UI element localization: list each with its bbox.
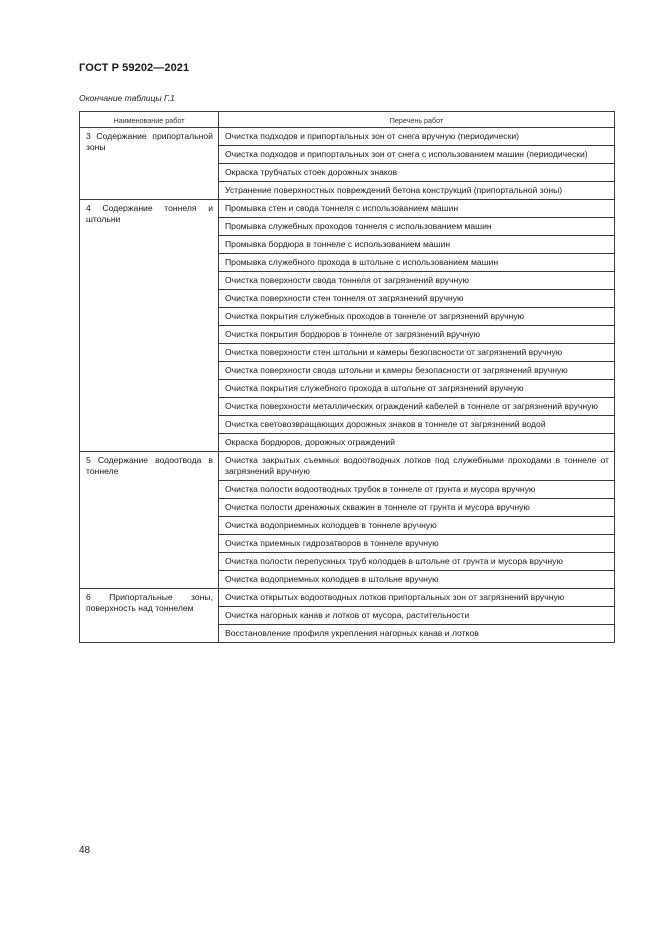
work-item-cell: Очистка поверхности свода штольни и камеры безопасности от загрязнений вручную (219, 362, 615, 380)
work-item-cell: Очистка нагорных канав и лотков от мусора, растительности (219, 607, 615, 625)
work-item-cell: Очистка поверхности свода тоннеля от загрязнений вручную (219, 272, 615, 290)
table-caption: Окончание таблицы Г.1 (79, 93, 175, 103)
work-item-cell: Очистка водоприемных колодцев в тоннеле вручную (219, 517, 615, 535)
column-header-work-list: Перечень работ (219, 112, 615, 128)
page-number: 48 (79, 845, 91, 856)
table-header-row (80, 112, 615, 128)
work-item-cell: Очистка покрытия служебных проходов в тоннеле от загрязнений вручную (219, 308, 615, 326)
work-item-cell: Очистка поверхности стен тоннеля от загрязнений вручную (219, 290, 615, 308)
table-row (80, 128, 615, 146)
work-item-cell: Очистка полости дренажных скважин в тоннеле от грунта и мусора вручную (219, 499, 615, 517)
work-item-cell: Очистка покрытия служебного прохода в штольне от загрязнений вручную (219, 380, 615, 398)
work-item-cell: Промывка бордюра в тоннеле с использованием машин (219, 236, 615, 254)
work-item-cell: Окраска бордюров, дорожных ограждений (219, 434, 615, 452)
works-table (79, 111, 615, 643)
work-item-cell: Промывка служебного прохода в штольне с использованием машин (219, 254, 615, 272)
work-item-cell: Очистка приемных гидрозатворов в тоннеле вручную (219, 535, 615, 553)
section-name-cell: 6 Припортальные зоны, поверхность над тоннелем (80, 589, 219, 643)
work-item-cell: Очистка полости водоотводных трубок в тоннеле от грунта и мусора вручную (219, 481, 615, 499)
work-item-cell: Очистка покрытия бордюров в тоннеле от загрязнений вручную (219, 326, 615, 344)
work-item-cell: Промывка стен и свода тоннеля с использованием машин (219, 200, 615, 218)
work-item-cell: Промывка служебных проходов тоннеля с использованием машин (219, 218, 615, 236)
work-item-cell: Очистка закрытых съемных водоотводных лотков под служебными проходами в тоннеле от загрязнений вручную (219, 452, 615, 481)
section-name-cell: 3 Содержание припортальной зоны (80, 128, 219, 200)
work-item-cell: Очистка открытых водоотводных лотков припортальных зон от загрязнений вручную (219, 589, 615, 607)
document-header: ГОСТ Р 59202—2021 (79, 62, 190, 74)
column-header-work-name: Наименование работ (80, 112, 219, 128)
work-item-cell: Очистка поверхности стен штольни и камеры безопасности от загрязнений вручную (219, 344, 615, 362)
work-item-cell: Очистка полости перепускных труб колодцев в штольне от грунта и мусора вручную (219, 553, 615, 571)
work-item-cell: Очистка подходов и припортальных зон от снега с использованием машин (периодически) (219, 146, 615, 164)
work-item-cell: Устранение поверхностных повреждений бетона конструкций (припортальной зоны) (219, 182, 615, 200)
table-row (80, 200, 615, 218)
table-row (80, 589, 615, 607)
work-item-cell: Очистка подходов и припортальных зон от снега вручную (периодически) (219, 128, 615, 146)
work-item-cell: Восстановление профиля укрепления нагорных канав и лотков (219, 625, 615, 643)
section-name-cell: 4 Содержание тоннеля и штольни (80, 200, 219, 452)
section-name-cell: 5 Содержание водоотвода в тоннеле (80, 452, 219, 589)
table-row (80, 452, 615, 481)
work-item-cell: Очистка водоприемных колодцев в штольне вручную (219, 571, 615, 589)
work-item-cell: Очистка световозвращающих дорожных знаков в тоннеле от загрязнений водой (219, 416, 615, 434)
table-body (80, 128, 615, 643)
work-item-cell: Очистка поверхности металлических ограждений кабелей в тоннеле от загрязнений вручную (219, 398, 615, 416)
work-item-cell: Окраска трубчатых стоек дорожных знаков (219, 164, 615, 182)
